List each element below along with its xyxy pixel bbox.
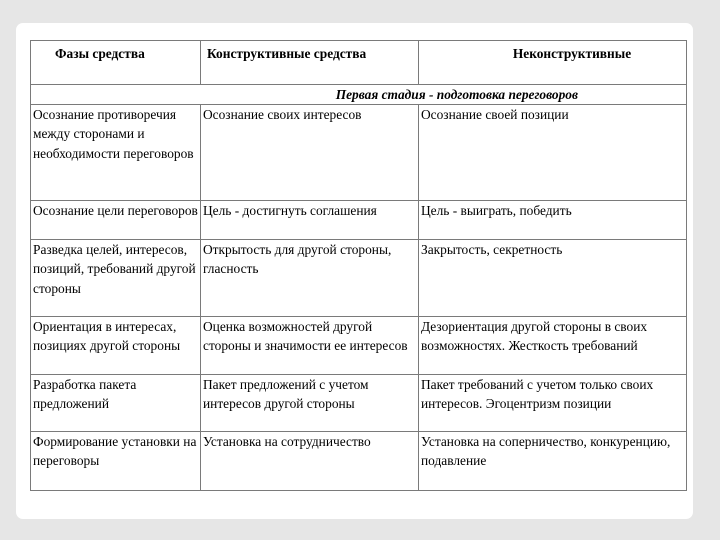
phase-cell: Формирование установки на переговоры — [31, 432, 201, 491]
table-row — [31, 105, 687, 201]
stage-blank-cell — [31, 85, 201, 105]
table-row — [31, 201, 687, 240]
nonconstructive-cell: Установка на соперничество, конкуренцию, подавление — [419, 432, 687, 491]
nonconstructive-cell: Осознание своей позиции — [419, 105, 687, 201]
phase-cell: Ориентация в интересах, позициях другой стороны — [31, 317, 201, 375]
constructive-cell: Оценка возможностей другой стороны и значимости ее интересов — [201, 317, 419, 375]
nonconstructive-cell: Пакет требований с учетом только своих интересов. Эгоцентризм позиции — [419, 375, 687, 432]
negotiation-table — [30, 40, 687, 491]
nonconstructive-cell: Дезориентация другой стороны в своих возможностях. Жесткость требований — [419, 317, 687, 375]
nonconstructive-cell: Закрытость, секретность — [419, 240, 687, 317]
header-nonconstructive: Неконструктивные — [419, 41, 687, 85]
nonconstructive-cell: Цель - выиграть, победить — [419, 201, 687, 240]
table-row — [31, 432, 687, 491]
table-header-row — [31, 41, 687, 85]
constructive-cell: Осознание своих интересов — [201, 105, 419, 201]
stage-title: Первая стадия - подготовка переговоров — [201, 85, 687, 105]
phase-cell: Разработка пакета предложений — [31, 375, 201, 432]
phase-cell: Осознание противоречия между сторонами и необходимости переговоров — [31, 105, 201, 201]
constructive-cell: Установка на сотрудничество — [201, 432, 419, 491]
table-row — [31, 240, 687, 317]
header-phases: Фазы средства — [31, 41, 201, 85]
constructive-cell: Пакет предложений с учетом интересов другой стороны — [201, 375, 419, 432]
table-row — [31, 375, 687, 432]
table-row — [31, 317, 687, 375]
header-constructive: Конструктивные средства — [201, 41, 419, 85]
constructive-cell: Открытость для другой стороны, гласность — [201, 240, 419, 317]
constructive-cell: Цель - достигнуть соглашения — [201, 201, 419, 240]
stage-row — [31, 85, 687, 105]
phase-cell: Осознание цели переговоров — [31, 201, 201, 240]
phase-cell: Разведка целей, интересов, позиций, требований другой стороны — [31, 240, 201, 317]
